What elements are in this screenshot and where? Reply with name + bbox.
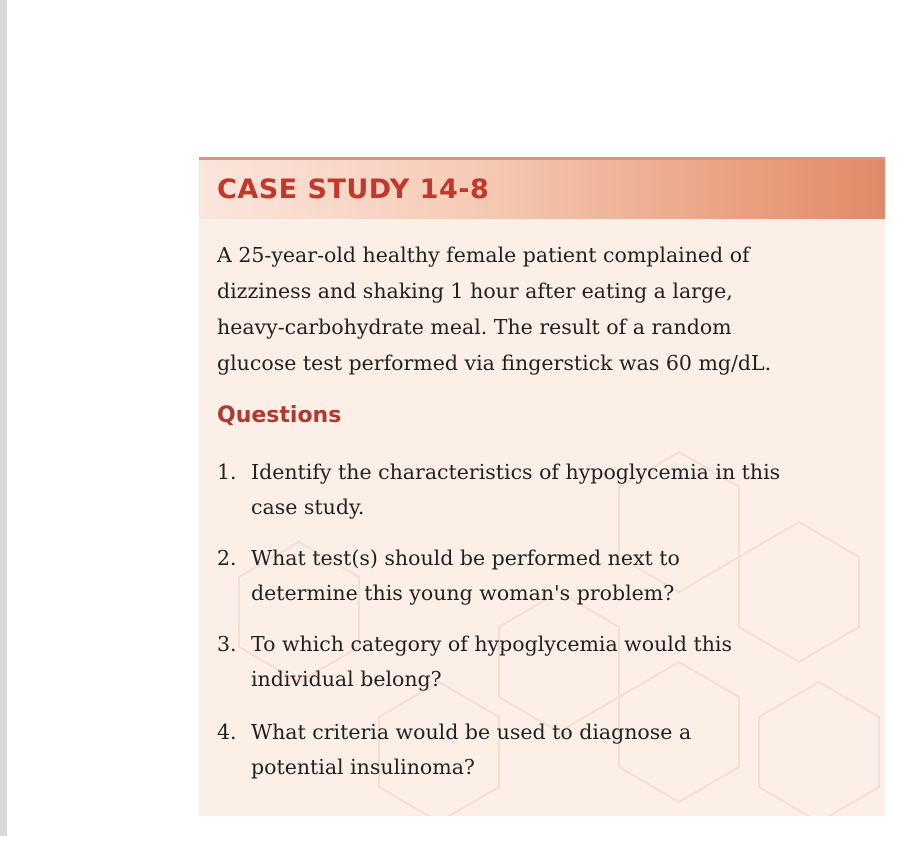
question-item <box>217 627 867 697</box>
case-study-header <box>199 157 885 219</box>
case-description-line: heavy-carbohydrate meal. The result of a random <box>217 315 732 339</box>
question-text-line: Identify the characteristics of hypoglycemia in this <box>251 460 781 484</box>
case-study-title: CASE STUDY 14-8 <box>217 174 490 205</box>
question-text-line: determine this young woman's problem? <box>251 581 675 605</box>
case-description-line: A 25-year-old healthy female patient complained of <box>217 243 750 267</box>
question-text-line: potential insulinoma? <box>251 755 475 779</box>
question-number: 3. <box>217 632 237 656</box>
case-description <box>217 237 867 381</box>
question-text-line: individual belong? <box>251 667 442 691</box>
question-text-line: What criteria would be used to diagnose a <box>251 720 692 744</box>
question-text-line: case study. <box>251 495 365 519</box>
question-number: 2. <box>217 546 237 570</box>
case-description-line: dizziness and shaking 1 hour after eating a large, <box>217 279 733 303</box>
question-item <box>217 455 867 525</box>
question-item <box>217 715 867 785</box>
questions-heading: Questions <box>217 403 342 428</box>
question-number: 4. <box>217 720 237 744</box>
question-item <box>217 541 867 611</box>
question-text-line: What test(s) should be performed next to <box>251 546 680 570</box>
case-description-line: glucose test performed via fingerstick was 60 mg/dL. <box>217 351 772 375</box>
question-number: 1. <box>217 460 237 484</box>
question-text-line: To which category of hypoglycemia would this <box>251 632 732 656</box>
page-left-border <box>0 0 7 836</box>
case-study-box <box>199 157 885 816</box>
